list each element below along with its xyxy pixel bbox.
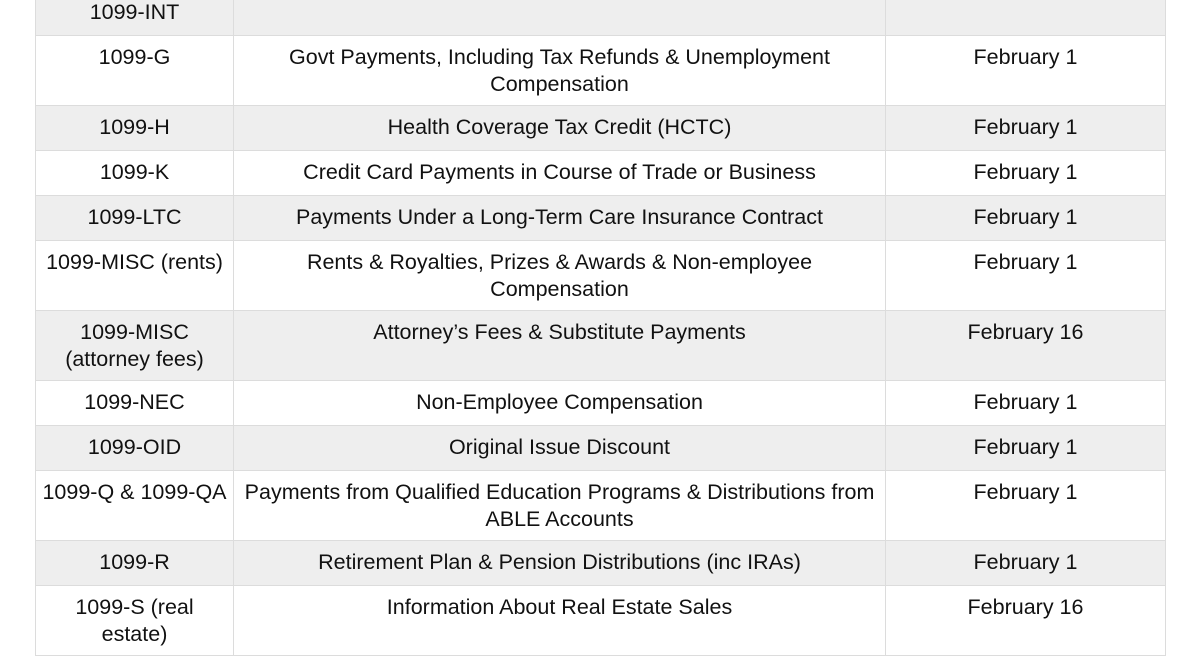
form-cell: 1099-H (36, 106, 234, 151)
form-cell: 1099-S (real estate) (36, 586, 234, 656)
table-row (36, 541, 1166, 586)
form-cell: 1099-NEC (36, 381, 234, 426)
deadline-cell: February 1 (886, 381, 1166, 426)
description-cell (234, 0, 886, 36)
description-cell: Payments Under a Long-Term Care Insurance Contract (234, 196, 886, 241)
deadline-cell: February 1 (886, 196, 1166, 241)
form-cell: 1099-INT (36, 0, 234, 36)
table-row (36, 381, 1166, 426)
description-cell: Payments from Qualified Education Programs & Distributions from ABLE Accounts (234, 471, 886, 541)
form-cell: 1099-MISC (attorney fees) (36, 311, 234, 381)
deadline-cell: February 1 (886, 106, 1166, 151)
deadline-cell: February 1 (886, 241, 1166, 311)
deadline-cell: February 1 (886, 541, 1166, 586)
deadline-cell: February 1 (886, 471, 1166, 541)
description-cell: Health Coverage Tax Credit (HCTC) (234, 106, 886, 151)
deadline-cell: February 1 (886, 36, 1166, 106)
table-row (36, 0, 1166, 36)
description-cell: Govt Payments, Including Tax Refunds & Unemployment Compensation (234, 36, 886, 106)
form-cell: 1099-MISC (rents) (36, 241, 234, 311)
table-row (36, 311, 1166, 381)
description-cell: Non-Employee Compensation (234, 381, 886, 426)
deadline-cell: February 16 (886, 311, 1166, 381)
form-cell: 1099-K (36, 151, 234, 196)
form-cell: 1099-OID (36, 426, 234, 471)
description-cell: Retirement Plan & Pension Distributions (inc IRAs) (234, 541, 886, 586)
table-row (36, 196, 1166, 241)
description-cell: Rents & Royalties, Prizes & Awards & Non-employee Compensation (234, 241, 886, 311)
table-row (36, 36, 1166, 106)
form-cell: 1099-LTC (36, 196, 234, 241)
deadline-cell: February 1 (886, 151, 1166, 196)
form-deadline-table-container (35, 0, 1165, 656)
form-cell: 1099-R (36, 541, 234, 586)
description-cell: Attorney’s Fees & Substitute Payments (234, 311, 886, 381)
form-deadline-table (35, 0, 1166, 656)
description-cell: Credit Card Payments in Course of Trade or Business (234, 151, 886, 196)
form-cell: 1099-Q & 1099-QA (36, 471, 234, 541)
table-row (36, 241, 1166, 311)
form-cell: 1099-G (36, 36, 234, 106)
table-row (36, 426, 1166, 471)
description-cell: Original Issue Discount (234, 426, 886, 471)
table-row (36, 106, 1166, 151)
table-row (36, 151, 1166, 196)
table-row (36, 471, 1166, 541)
deadline-cell: February 1 (886, 426, 1166, 471)
deadline-cell (886, 0, 1166, 36)
deadline-cell: February 16 (886, 586, 1166, 656)
table-row (36, 586, 1166, 656)
description-cell: Information About Real Estate Sales (234, 586, 886, 656)
